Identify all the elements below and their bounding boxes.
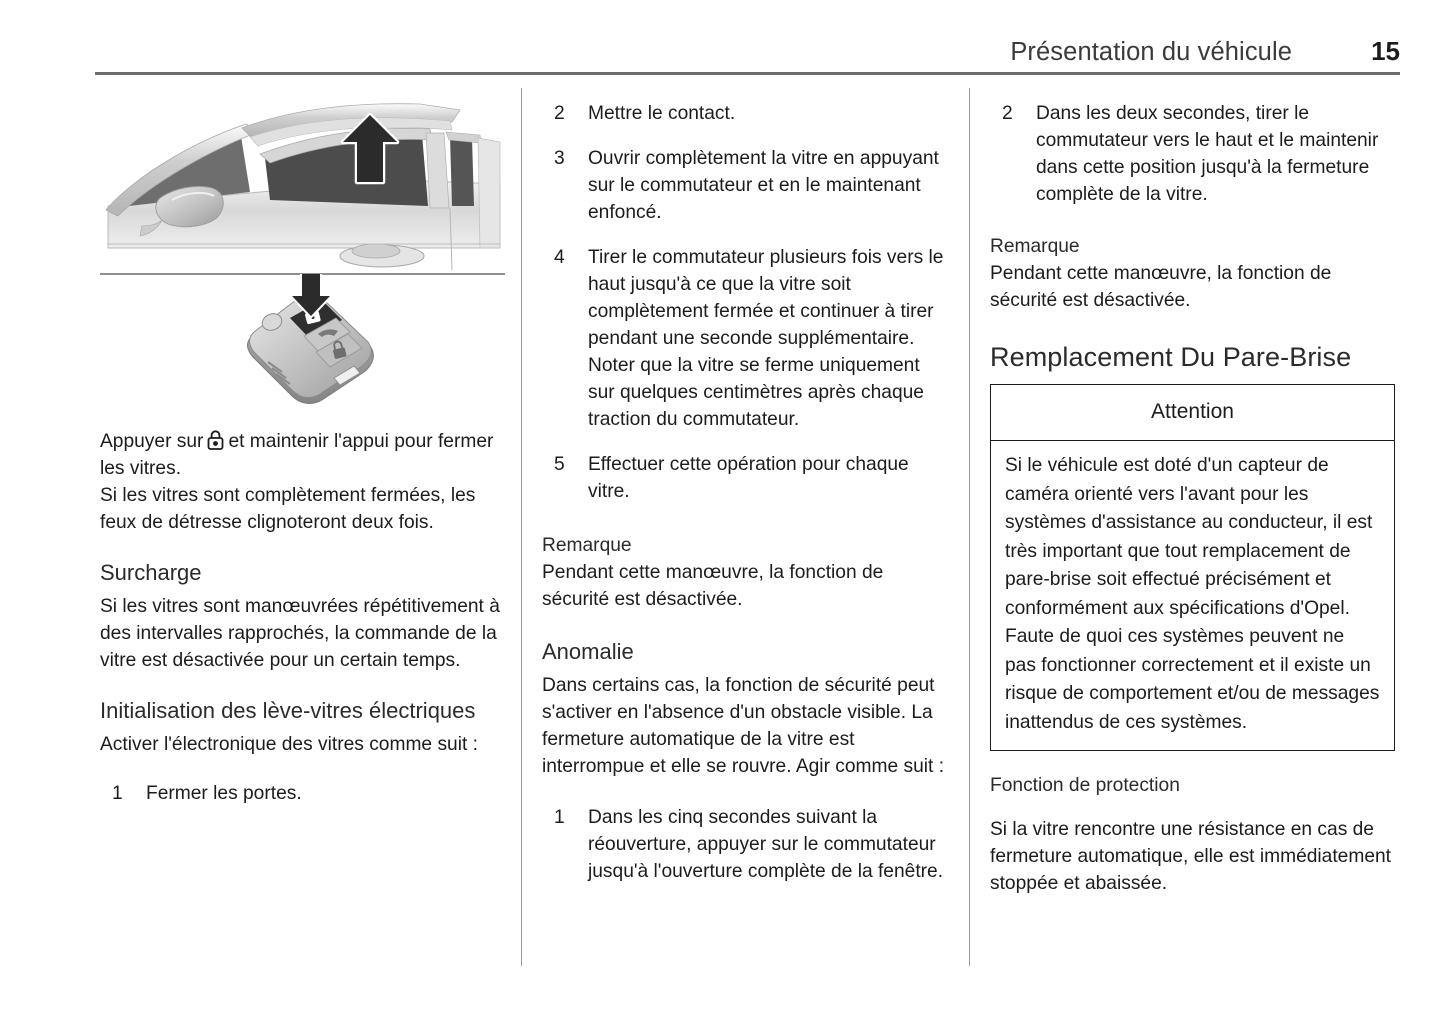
left-intro-line2: Si les vitres sont complètement fermées, les feux de détresse clignoteront deux fois. bbox=[100, 485, 476, 533]
car-window-illustration bbox=[100, 88, 505, 278]
note-title: Remarque bbox=[542, 535, 632, 556]
list-item-number: 3 bbox=[554, 148, 565, 169]
header-row bbox=[95, 36, 1400, 70]
initialisation-steps bbox=[100, 780, 505, 807]
list-item-number: 1 bbox=[554, 807, 565, 828]
page-title: Présentation du véhicule bbox=[1010, 38, 1292, 66]
list-item-text: Fermer les portes. bbox=[146, 783, 302, 804]
list-item-number: 1 bbox=[112, 783, 123, 804]
right-steps-list bbox=[990, 100, 1395, 208]
protection-body: Si la vitre rencontre une résistance en cas de fermeture automatique, elle est immédiatement stoppée et abaissée. bbox=[990, 819, 1391, 894]
attention-box bbox=[990, 384, 1395, 751]
key-fob-illustration bbox=[238, 274, 390, 406]
right-column bbox=[990, 88, 1395, 897]
list-item bbox=[100, 780, 505, 807]
note-body: Pendant cette manœuvre, la fonction de sécurité est désactivée. bbox=[542, 562, 884, 610]
left-intro-part1: Appuyer sur bbox=[100, 431, 204, 452]
anomalie-steps-list bbox=[542, 804, 947, 885]
list-item-text: Effectuer cette opération pour chaque vitre. bbox=[588, 454, 909, 502]
lock-icon bbox=[207, 430, 224, 450]
heading-initialisation: Initialisation des lève-vitres électriques bbox=[100, 698, 476, 723]
list-item-text: Dans les cinq secondes suivant la réouverture, appuyer sur le commutateur jusqu'à l'ouverture complète de la fenêtre. bbox=[588, 807, 944, 882]
heading-surcharge: Surcharge bbox=[100, 560, 202, 585]
attention-title: Attention bbox=[991, 385, 1394, 441]
right-note bbox=[990, 234, 1395, 314]
list-item-number: 2 bbox=[1002, 103, 1013, 124]
list-item bbox=[542, 145, 947, 226]
list-item bbox=[542, 804, 947, 885]
middle-note bbox=[542, 533, 947, 613]
surcharge-body: Si les vitres sont manœuvrées répétitivement à des intervalles rapprochés, la commande de la vitre est désactivée pour un certain temps. bbox=[100, 596, 500, 671]
heading-remplacement-pare-brise: Remplacement Du Pare-Brise bbox=[990, 342, 1352, 372]
heading-anomalie: Anomalie bbox=[542, 639, 634, 664]
list-item bbox=[542, 451, 947, 505]
anomalie-body: Dans certains cas, la fonction de sécurité peut s'activer en l'absence d'un obstacle visible. La fermeture automatique de la vitre est interrompue et elle se rouvre. Agir comme suit : bbox=[542, 675, 945, 777]
list-item-text: Dans les deux secondes, tirer le commutateur vers le haut et le maintenir dans cette position jusqu'à la fermeture complète de la vitre. bbox=[1036, 103, 1379, 205]
column-divider-right bbox=[969, 88, 970, 966]
header-rule bbox=[95, 72, 1400, 75]
column-divider-left bbox=[521, 88, 522, 966]
list-item-number: 4 bbox=[554, 247, 565, 268]
list-item-text: Mettre le contact. bbox=[588, 103, 736, 124]
list-item bbox=[990, 100, 1395, 208]
list-item bbox=[542, 100, 947, 127]
note-title: Remarque bbox=[990, 236, 1080, 257]
left-intro-paragraph bbox=[100, 428, 505, 482]
left-intro-part2: et maintenir l'appui pour fermer les vitres. bbox=[100, 431, 494, 479]
note-body: Pendant cette manœuvre, la fonction de sécurité est désactivée. bbox=[990, 263, 1332, 311]
middle-steps-list bbox=[542, 100, 947, 505]
list-item bbox=[542, 244, 947, 433]
list-item-text: Ouvrir complètement la vitre en appuyant sur le commutateur et en le maintenant enfoncé. bbox=[588, 148, 939, 223]
middle-column bbox=[542, 88, 947, 885]
heading-fonction-protection: Fonction de protection bbox=[990, 775, 1180, 796]
attention-body: Si le véhicule est doté d'un capteur de caméra orienté vers l'avant pour les systèmes d'assistance au conducteur, il est très important que tout remplacement de pare-brise soit effectué précisément et conformément aux spécifications d'Opel. Faute de quoi ces systèmes peuvent ne pas fonctionner correctement et il existe un risque de comportement et/ou de messages inattendus de ces systèmes. bbox=[1005, 455, 1380, 733]
list-item-number: 2 bbox=[554, 103, 565, 124]
left-column bbox=[100, 88, 505, 807]
illustration-area bbox=[100, 88, 505, 418]
initialisation-body: Activer l'électronique des vitres comme suit : bbox=[100, 734, 478, 755]
page-number: 15 bbox=[1371, 36, 1400, 66]
list-item-number: 5 bbox=[554, 454, 565, 475]
list-item-text: Tirer le commutateur plusieurs fois vers le haut jusqu'à ce que la vitre soit complètement fermée et continuer à tirer pendant une seconde supplémentaire. Noter que la vitre se ferme uniquement sur quelques centimètres après chaque traction du commutateur. bbox=[588, 247, 944, 430]
page-header bbox=[95, 36, 1400, 76]
